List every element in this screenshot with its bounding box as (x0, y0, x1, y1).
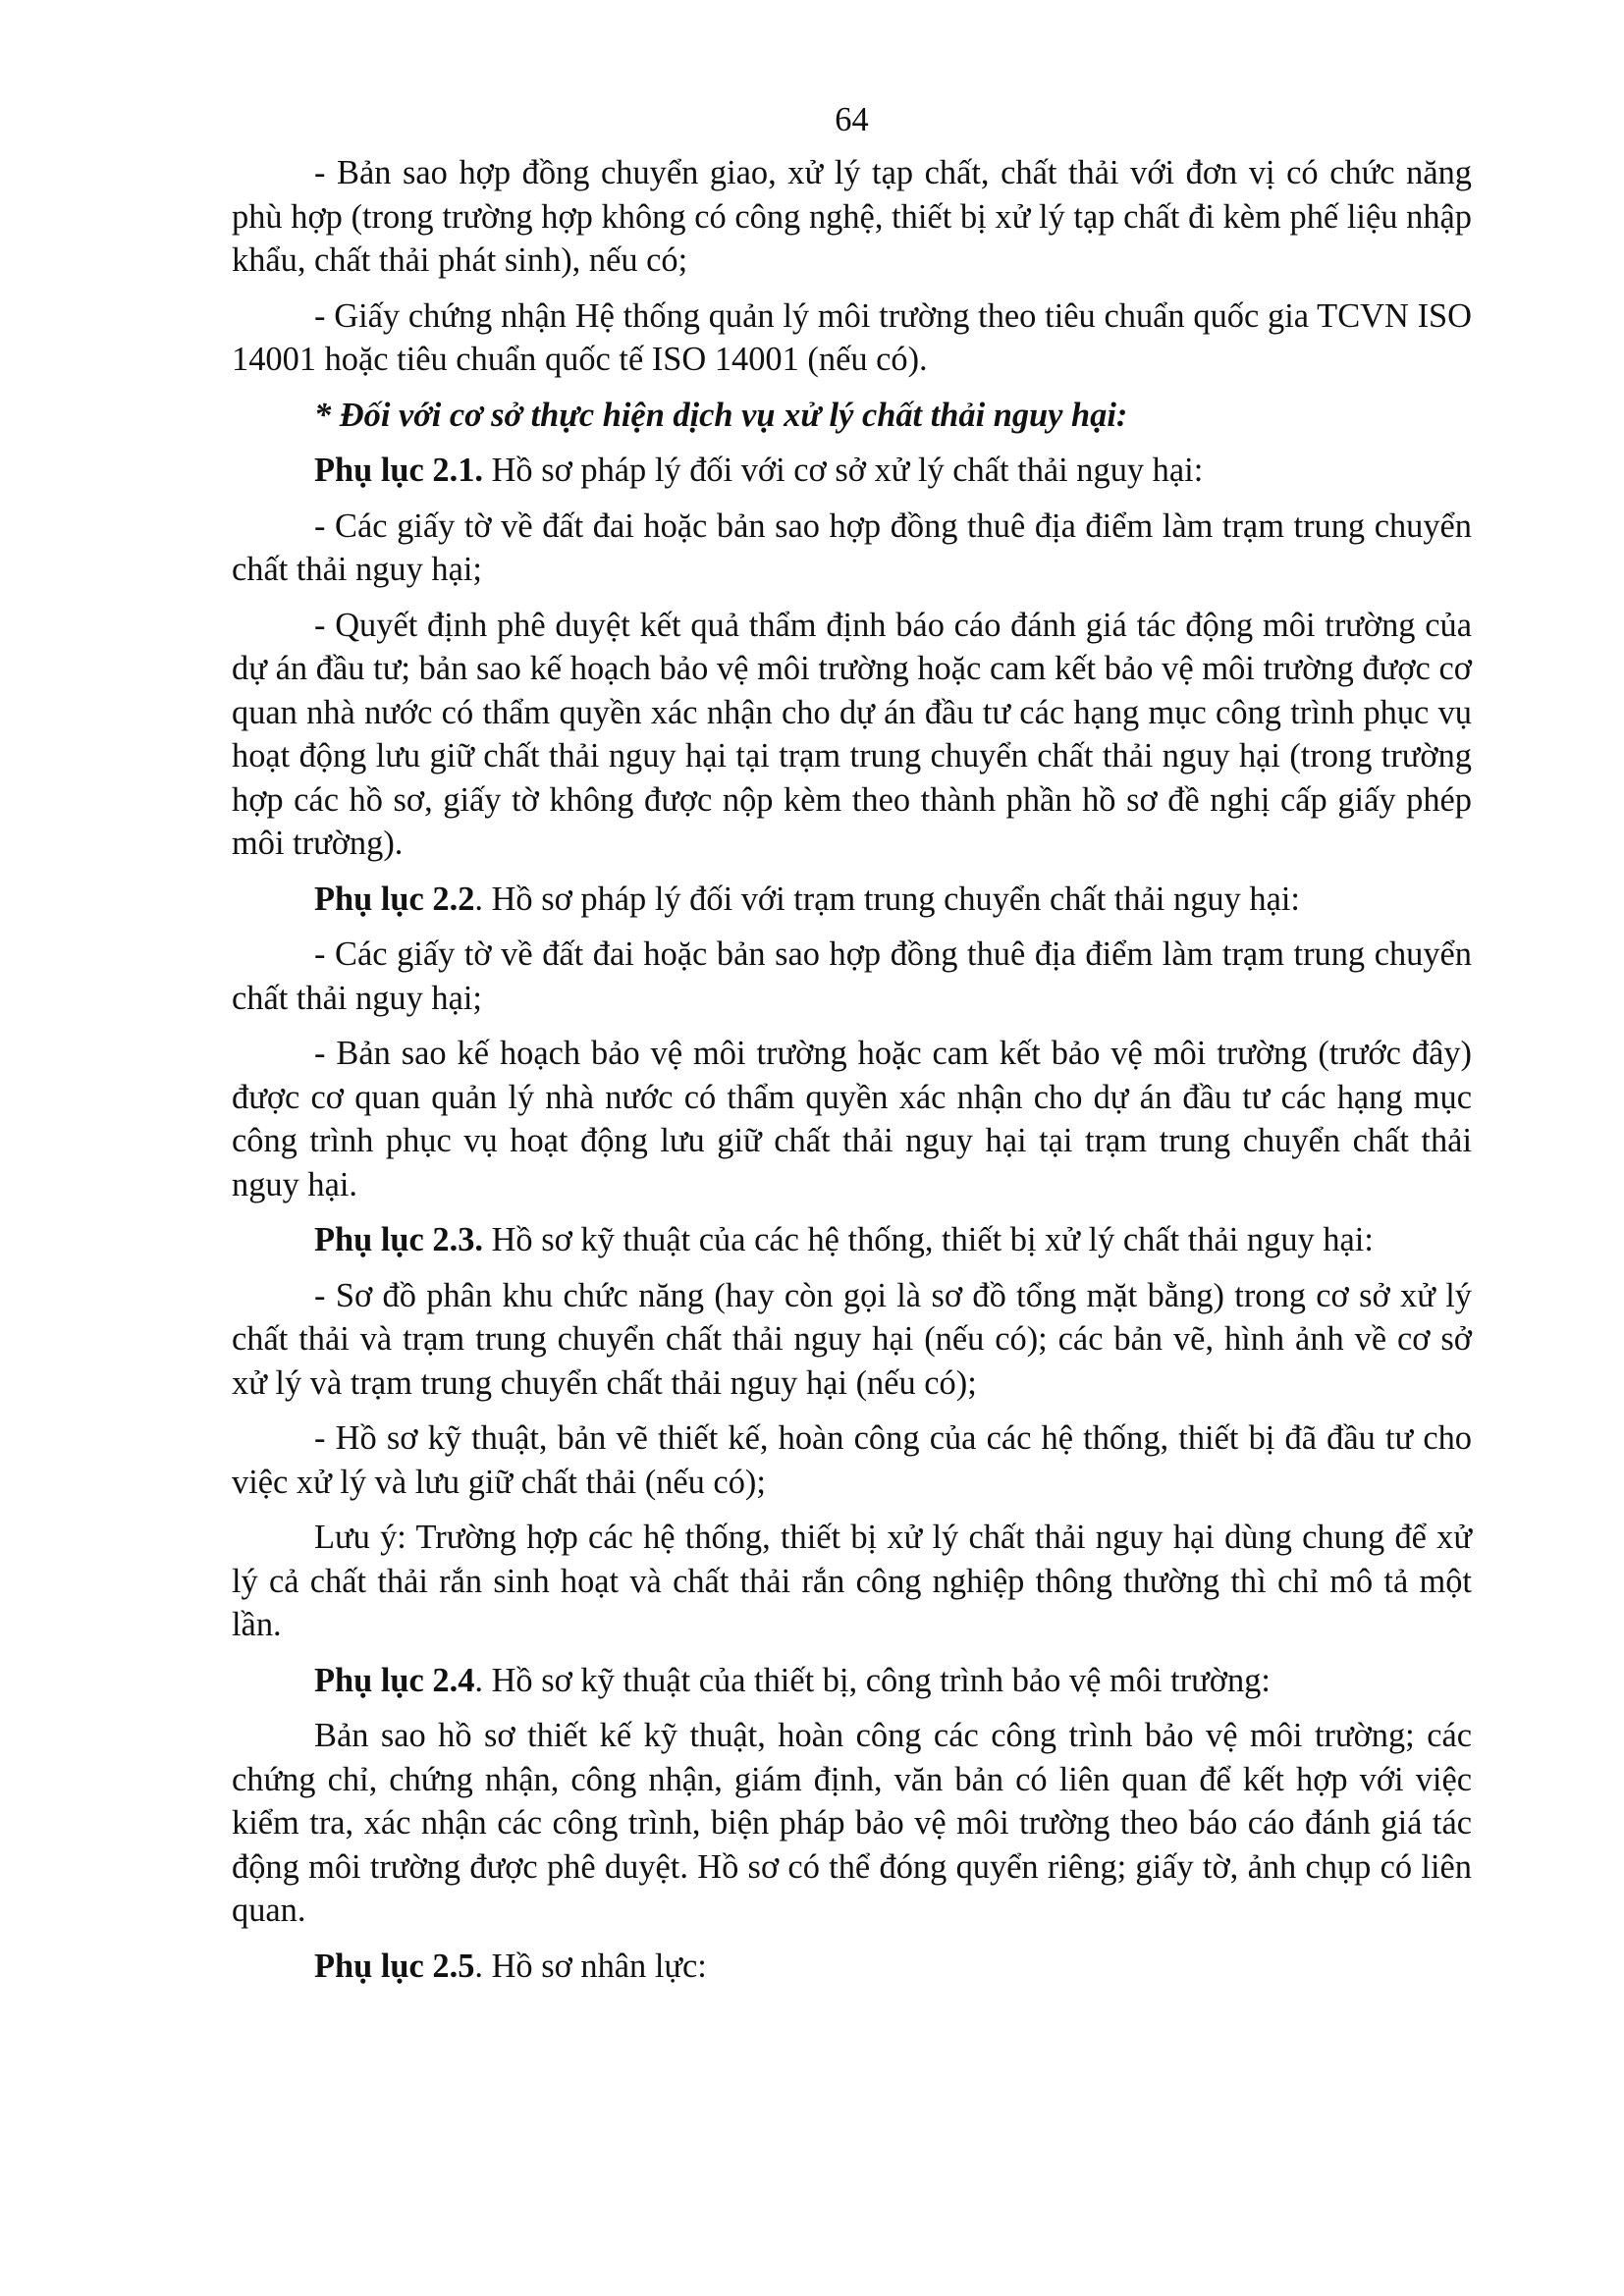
appendix-label: Phụ lục 2.5 (314, 1947, 475, 1985)
page-number: 64 (835, 101, 869, 138)
paragraph-land-documents (232, 505, 1472, 592)
paragraph-text: Lưu ý: Trường hợp các hệ thống, thiết bị xử lý chất thải nguy hại dùng chung để xử lý cả chất thải rắn sinh hoạt và chất thải rắn công nghiệp thông thường thì chỉ mô tả một lần. (232, 1519, 1472, 1643)
section-heading-hazardous-waste (232, 394, 1472, 438)
paragraph-transfer-contract (232, 151, 1472, 283)
paragraph-technical-records (232, 1416, 1472, 1504)
appendix-title: Hồ sơ kỹ thuật của các hệ thống, thiết bị xử lý chất thải nguy hại: (483, 1221, 1374, 1258)
paragraph-text: - Bản sao kế hoạch bảo vệ môi trường hoặc cam kết bảo vệ môi trường (trước đây) được cơ quan quản lý nhà nước có thẩm quyền xác nhận cho dự án đầu tư các hạng mục công trình phục vụ hoạt động lưu giữ chất thải nguy hại tại trạm trung chuyển chất thải nguy hại. (232, 1035, 1472, 1203)
paragraph-text: - Các giấy tờ về đất đai hoặc bản sao hợp đồng thuê địa điểm làm trạm trung chuyển chất thải nguy hại; (232, 935, 1472, 1017)
paragraph-text: - Sơ đồ phân khu chức năng (hay còn gọi là sơ đồ tổng mặt bằng) trong cơ sở xử lý chất thải và trạm trung chuyển chất thải nguy hại (nếu có); các bản vẽ, hình ảnh về cơ sở xử lý và trạm trung chuyển chất thải nguy hại (nếu có); (232, 1276, 1472, 1402)
appendix-label: Phụ lục 2.3. (314, 1221, 483, 1258)
appendix-2-3 (232, 1218, 1472, 1262)
paragraph-text: - Hồ sơ kỹ thuật, bản vẽ thiết kế, hoàn công của các hệ thống, thiết bị đã đầu tư cho việc xử lý và lưu giữ chất thải (nếu có); (232, 1419, 1472, 1501)
appendix-title: Hồ sơ pháp lý đối với cơ sở xử lý chất thải nguy hại: (483, 452, 1204, 489)
appendix-label: Phụ lục 2.1. (314, 452, 483, 489)
paragraph-iso-certificate (232, 294, 1472, 382)
appendix-2-4 (232, 1659, 1472, 1703)
paragraph-design-records (232, 1714, 1472, 1933)
appendix-label: Phụ lục 2.2 (314, 880, 475, 918)
paragraph-text: - Giấy chứng nhận Hệ thống quản lý môi trường theo tiêu chuẩn quốc gia TCVN ISO 14001 hoặc tiêu chuẩn quốc tế ISO 14001 (nếu có). (232, 296, 1472, 378)
paragraph-eia-decision (232, 604, 1472, 866)
paragraph-text: Bản sao hồ sơ thiết kế kỹ thuật, hoàn công các công trình bảo vệ môi trường; các chứng chỉ, chứng nhận, công nhận, giám định, văn bản có liên quan để kết hợp với việc kiểm tra, xác nhận các công trình, biện pháp bảo vệ môi trường theo báo cáo đánh giá tác động môi trường được phê duyệt. Hồ sơ có thể đóng quyển riêng; giấy tờ, ảnh chụp có liên quan. (232, 1717, 1472, 1929)
appendix-2-2 (232, 878, 1472, 922)
paragraph-env-protection-plan (232, 1032, 1472, 1206)
paragraph-land-documents-station (232, 933, 1472, 1020)
appendix-2-1 (232, 449, 1472, 493)
appendix-label: Phụ lục 2.4 (314, 1661, 475, 1699)
appendix-title: . Hồ sơ pháp lý đối với trạm trung chuyển chất thải nguy hại: (474, 880, 1300, 918)
section-heading-text: * Đối với cơ sở thực hiện dịch vụ xử lý chất thải nguy hại: (314, 396, 1128, 434)
paragraph-text: - Quyết định phê duyệt kết quả thẩm định báo cáo đánh giá tác động môi trường của dự án đầu tư; bản sao kế hoạch bảo vệ môi trường hoặc cam kết bảo vệ môi trường được cơ quan nhà nước có thẩm quyền xác nhận cho dự án đầu tư các hạng mục công trình phục vụ hoạt động lưu giữ chất thải nguy hại tại trạm trung chuyển chất thải nguy hại (trong trường hợp các hồ sơ, giấy tờ không được nộp kèm theo thành phần hồ sơ đề nghị cấp giấy phép môi trường). (232, 606, 1472, 862)
paragraph-site-layout (232, 1274, 1472, 1406)
appendix-title: . Hồ sơ nhân lực: (474, 1947, 707, 1985)
paragraph-text: - Các giấy tờ về đất đai hoặc bản sao hợp đồng thuê địa điểm làm trạm trung chuyển chất thải nguy hại; (232, 507, 1472, 588)
paragraph-text: - Bản sao hợp đồng chuyển giao, xử lý tạp chất, chất thải với đơn vị có chức năng phù hợp (trong trường hợp không có công nghệ, thiết bị xử lý tạp chất đi kèm phế liệu nhập khẩu, chất thải phát sinh), nếu có; (232, 154, 1472, 279)
appendix-2-5 (232, 1945, 1472, 1989)
paragraph-note (232, 1516, 1472, 1647)
appendix-title: . Hồ sơ kỹ thuật của thiết bị, công trình bảo vệ môi trường: (474, 1661, 1271, 1699)
